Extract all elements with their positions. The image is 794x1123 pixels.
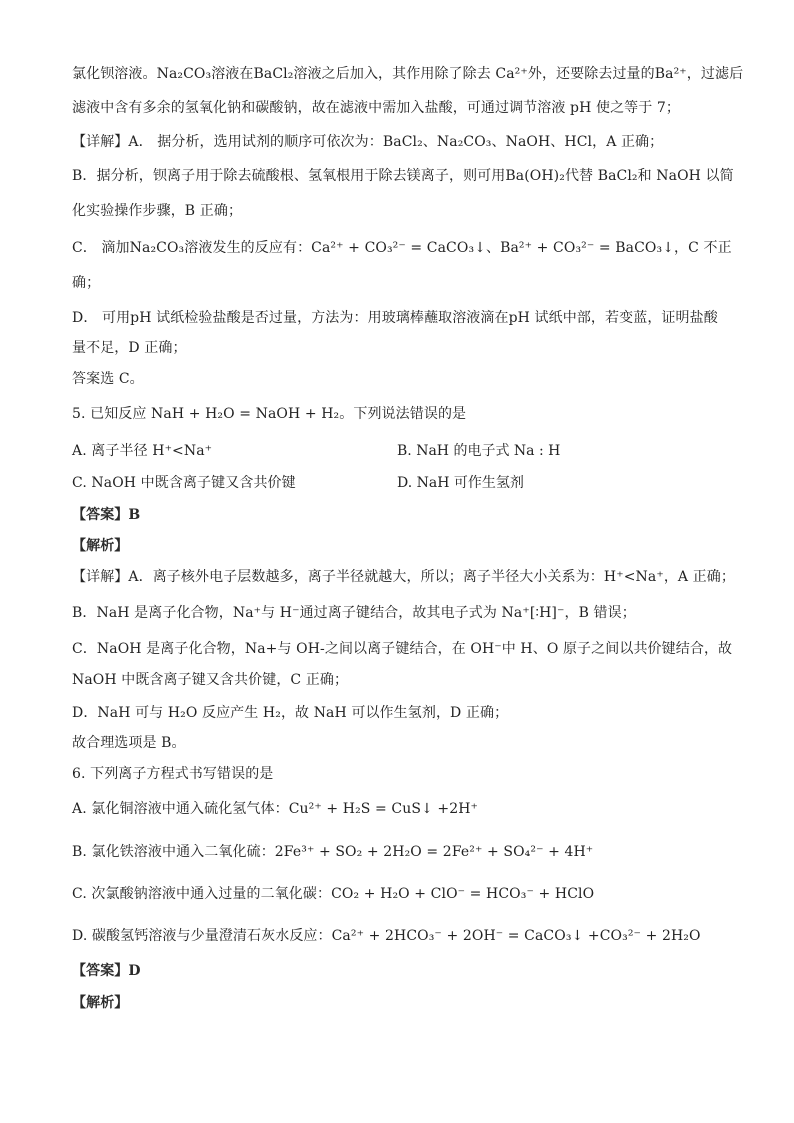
- q6-answer: 【答案】D: [72, 963, 141, 979]
- text-line: 故合理选项是 B。: [72, 735, 186, 751]
- text-line: 滤液中含有多余的氢氧化钠和碳酸钠，故在滤液中需加入盐酸，可通过调节溶液 pH 使之等于 7；: [72, 100, 681, 116]
- text-line: 化实验操作步骤，B 正确；: [72, 203, 243, 219]
- text-line: 【详解】A．离子核外电子层数越多，离子半径就越大，所以；离子半径大小关系为：H⁺<Na⁺，A 正确；: [72, 569, 735, 585]
- q5-option-d: D. NaH 可作生氢剂: [397, 475, 524, 491]
- q6-option-c: C. 次氯酸钠溶液中通入过量的二氧化碳：CO₂ + H₂O + ClO⁻ = HCO₃⁻ + HClO: [72, 886, 595, 902]
- q6-option-d: D. 碳酸氢钙溶液与少量澄清石灰水反应：Ca²⁺ + 2HCO₃⁻ + 2OH⁻ = CaCO₃↓ +CO₃²⁻ + 2H₂O: [72, 928, 701, 944]
- text-line: D． 可用pH 试纸检验盐酸是否过量，方法为：用玻璃棒蘸取溶液滴在pH 试纸中部，若变蓝，证明盐酸: [72, 310, 718, 326]
- text-line: D．NaH 可与 H₂O 反应产生 H₂，故 NaH 可以作生氢剂，D 正确；: [72, 705, 509, 721]
- text-line: NaOH 中既含离子键又含共价键，C 正确；: [72, 672, 349, 688]
- q5-option-b: B. NaH 的电子式 Na : H: [397, 443, 561, 459]
- text-line: 答案选 C。: [72, 371, 144, 387]
- text-line: 量不足，D 正确；: [72, 340, 187, 356]
- text-line: 确；: [72, 275, 101, 291]
- question-6-stem: 6. 下列离子方程式书写错误的是: [72, 766, 274, 782]
- text-line: 【详解】A． 据分析，选用试剂的顺序可依次为：BaCl₂、Na₂CO₃、NaOH、HCl，A 正确；: [72, 134, 664, 150]
- text-line: C． 滴加Na₂CO₃溶液发生的反应有：Ca²⁺ + CO₃²⁻ = CaCO₃↓、Ba²⁺ + CO₃²⁻ = BaCO₃↓，C 不正: [72, 240, 732, 256]
- text-line: B．据分析，钡离子用于除去硫酸根、氢氧根用于除去镁离子，则可用Ba(OH)₂代替 BaCl₂和 NaOH 以简: [72, 168, 734, 184]
- question-5-stem: 5. 已知反应 NaH + H₂O = NaOH + H₂。下列说法错误的是: [72, 406, 467, 422]
- text-line: C．NaOH 是离子化合物，Na+与 OH-之间以离子键结合，在 OH⁻中 H、O 原子之间以共价键结合，故: [72, 641, 733, 657]
- q6-analysis-label: 【解析】: [72, 995, 129, 1011]
- q6-option-b: B. 氯化铁溶液中通入二氧化硫：2Fe³⁺ + SO₂ + 2H₂O = 2Fe²⁺ + SO₄²⁻ + 4H⁺: [72, 844, 594, 860]
- q5-option-a: A. 离子半径 H⁺<Na⁺: [72, 443, 213, 459]
- q6-option-a: A. 氯化铜溶液中通入硫化氢气体：Cu²⁺ + H₂S = CuS↓ +2H⁺: [72, 801, 479, 817]
- q5-analysis-label: 【解析】: [72, 538, 129, 554]
- q5-answer: 【答案】B: [72, 507, 141, 523]
- text-line: B．NaH 是离子化合物，Na⁺与 H⁻通过离子键结合，故其电子式为 Na⁺[∶H]⁻，B 错误；: [72, 605, 636, 621]
- q5-option-c: C. NaOH 中既含离子键又含共价键: [72, 475, 296, 491]
- text-line: 氯化钡溶液。Na₂CO₃溶液在BaCl₂溶液之后加入，其作用除了除去 Ca²⁺外，还要除去过量的Ba²⁺，过滤后: [72, 66, 744, 82]
